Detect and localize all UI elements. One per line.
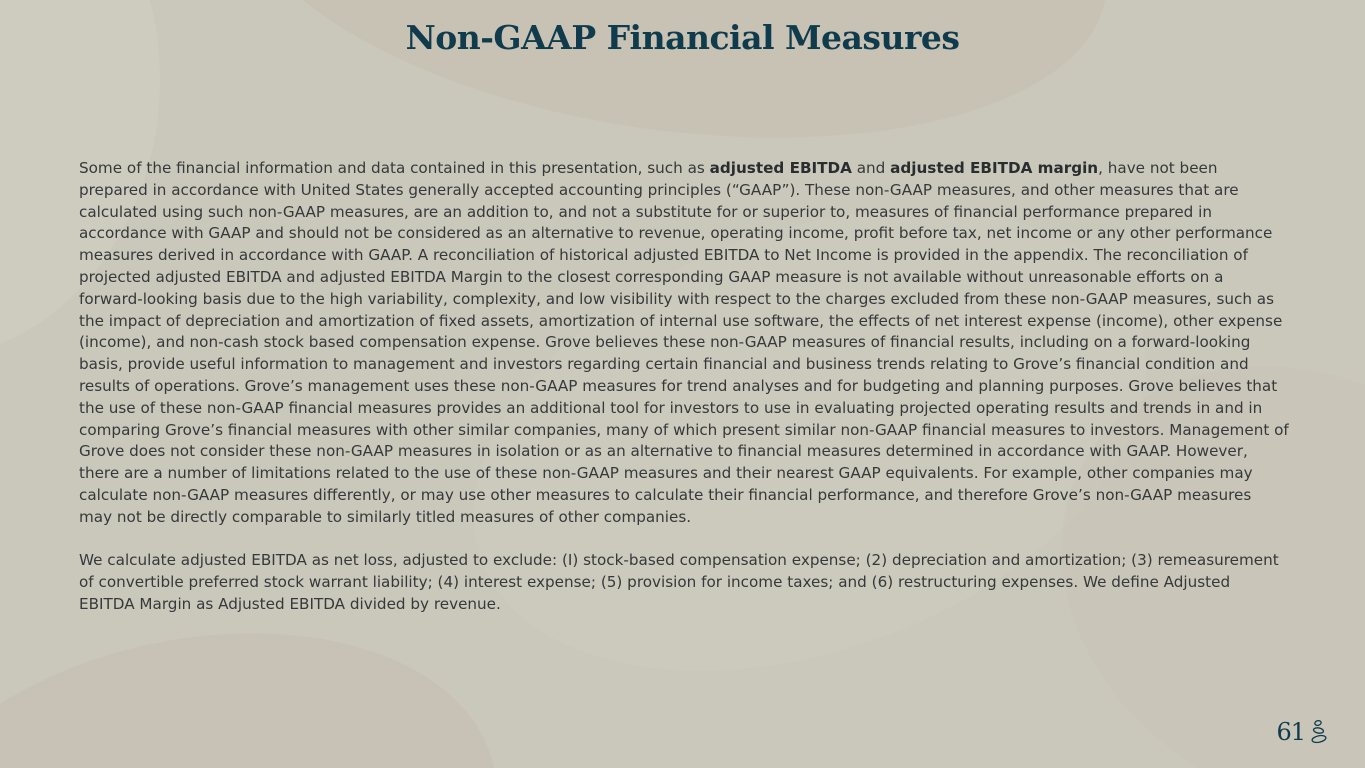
bold-term-adjusted-ebitda: adjusted EBITDA — [709, 159, 852, 177]
p1-and: and — [851, 159, 891, 177]
p1-rest: , have not been prepared in accordance with United States generally accepted accounting principles (“GAAP”). These non-GAAP measures, and other measures that are calculated using such non-GAAP measures, are an addition to, and not a substitute for or superior to, measures of financial performance prepared in accordance with GAAP and should not be considered as an alternative to revenue, operating income, profit before tax, net income or any other performance measures derived in accordance with GAAP. A reconciliation of historical adjusted EBITDA to Net Income is provided in the appendix. The reconciliation of projected adjusted EBITDA and adjusted EBITDA Margin to the closest corresponding GAAP measure is not available without unreasonable efforts on a forward-looking basis due to the high variability, complexity, and low visibility with respect to the charges excluded from these non-GAAP measures, such as the impact of depreciation and amortization of fixed assets, amortization of internal use software, the effects of net interest expense (income), other expense (income), and non-cash stock based compensation expense. Grove believes these non-GAAP measures of financial results, including on a forward-looking basis, provide useful information to management and investors regarding certain financial and business trends relating to Grove’s financial condition and results of operations. Grove’s management uses these non-GAAP measures for trend analyses and for budgeting and planning purposes. Grove believes that the use of these non-GAAP financial measures provides an additional tool for investors to use in evaluating projected operating results and trends in and in comparing Grove’s financial measures with other similar companies, many of which present similar non-GAAP financial measures to investors. Management of Grove does not consider these non-GAAP measures in isolation or as an alternative to financial measures determined in accordance with GAAP. However, there are a number of limitations related to the use of these non-GAAP measures and their nearest GAAP equivalents. For example, other companies may calculate non-GAAP measures differently, or may use other measures to calculate their financial performance, and therefore Grove’s non-GAAP measures may not be directly comparable to similarly titled measures of other companies. — [79, 159, 1289, 526]
slide-title: Non-GAAP Financial Measures — [405, 18, 960, 57]
slide-footer — [1276, 718, 1329, 746]
disclaimer-body — [79, 158, 1289, 616]
paragraph-non-gaap-definition — [79, 158, 1289, 529]
bold-term-adjusted-ebitda-margin: adjusted EBITDA margin — [890, 159, 1099, 177]
p1-intro: Some of the financial information and data contained in this presentation, such as — [79, 159, 710, 177]
page-number: 61 — [1276, 718, 1305, 746]
paragraph-ebitda-calculation: We calculate adjusted EBITDA as net loss, adjusted to exclude: (I) stock-based compensation expense; (2) depreciation and amortization; (3) remeasurement of convertible preferred stock warrant liability; (4) interest expense; (5) provision for income taxes; and (6) restructuring expenses. We define Adjusted EBITDA Margin as Adjusted EBITDA divided by revenue. — [79, 551, 1279, 613]
grove-logo-icon — [1309, 718, 1329, 746]
